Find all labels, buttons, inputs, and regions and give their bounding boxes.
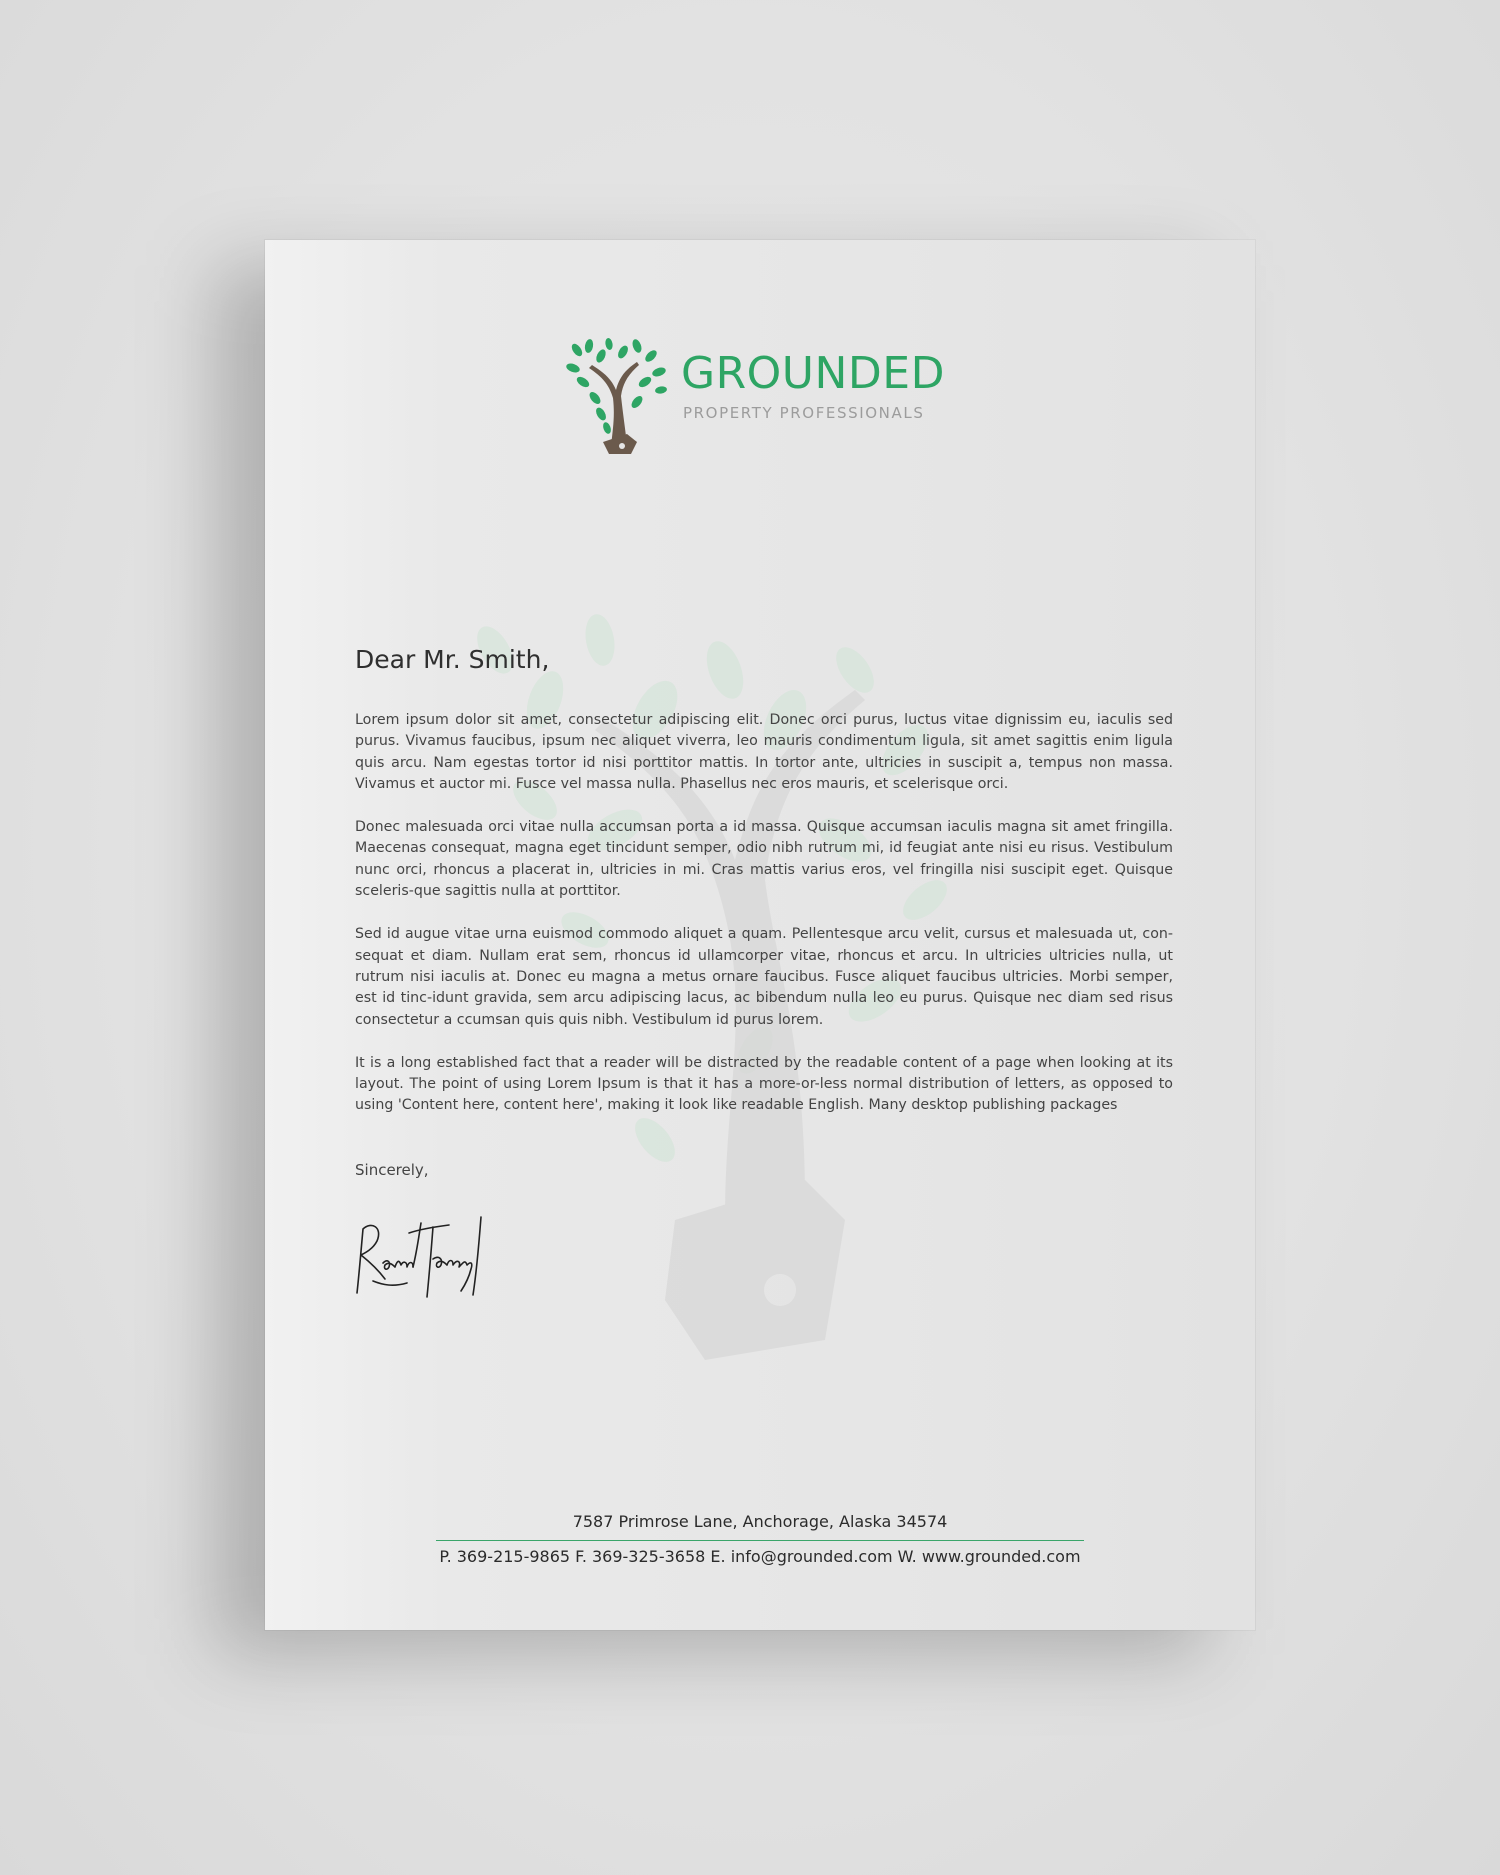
brand-name: GROUNDED (681, 348, 945, 399)
paragraph-4: It is a long established fact that a reader will be distracted by the readable content of a page when looking at its layout. The point of using Lorem Ipsum is that it has a more-or-less normal distribution of letters, as opposed to using 'Content here, content here', making it look like readable English. Many desktop publishing packages (355, 1054, 1173, 1114)
tree-icon (565, 338, 675, 454)
signature (353, 1215, 493, 1300)
paragraph-1: Lorem ipsum dolor sit amet, consectetur adipiscing elit. Donec orci purus, luctus vitae dignissim eu, iaculis sed purus. Vivamus faucibus, ipsum nec aliquet viverra, leo mauris condimentum ligula, sit amet sagittis enim ligula quis arcu. Nam egestas tortor id nisi porttitor mattis. In tortor ante, ultricies in suscipit a, tempus non massa. Vivamus et auctor mi. Fusce vel massa nulla. Phasellus nec eros mauris, et scelerisque orci. (355, 712, 1173, 792)
footer (265, 1512, 1255, 1567)
footer-address: 7587 Primrose Lane, Anchorage, Alaska 34574 (572, 1512, 948, 1531)
paragraph-3: Sed id augue vitae urna euismod commodo aliquet a quam. Pellentesque arcu velit, cursus et malesuada ut, con-sequat et diam. Nullam erat sem, rhoncus id ullamcorper vitae, rhoncus et arcu. In ultricies ultricies nulla, ut rutrum nisi iaculis at. Donec eu magna a metus ornare faucibus. Fusce aliquet faucibus ultricies. Morbi semper, est id tinc-idunt gravida, sem arcu adipiscing lacus, ac bibendum nulla leo eu purus. Quisque nec diam sed risus consectetur a ccumsan quis quis nibh. Vestibulum id purus lorem. (355, 926, 1173, 1028)
brand-logo (565, 338, 965, 454)
paragraph-2: Donec malesuada orci vitae nulla accumsan porta a id massa. Quisque accumsan iaculis magna sit amet fringilla. Maecenas consequat, magna eget tincidunt semper, odio nibh rutrum mi, id feugiat ante nisi eu risus. Vestibulum nunc orci, rhoncus a placerat in, ultricies in mi. Cras mattis varius eros, vel fringilla nisi suscipit eget. Quisque sceleris-que sagittis nulla at porttitor. (355, 819, 1173, 900)
brand-tagline: PROPERTY PROFESSIONALS (683, 404, 925, 422)
footer-contacts: P. 369-215-9865 F. 369-325-3658 E. info@grounded.com W. www.grounded.com (439, 1547, 1081, 1566)
footer-divider (436, 1540, 1084, 1541)
greeting: Dear Mr. Smith, (355, 645, 550, 674)
letter-body (355, 645, 1173, 1179)
closing: Sincerely, (355, 1160, 429, 1179)
letterhead-sheet (265, 240, 1255, 1630)
